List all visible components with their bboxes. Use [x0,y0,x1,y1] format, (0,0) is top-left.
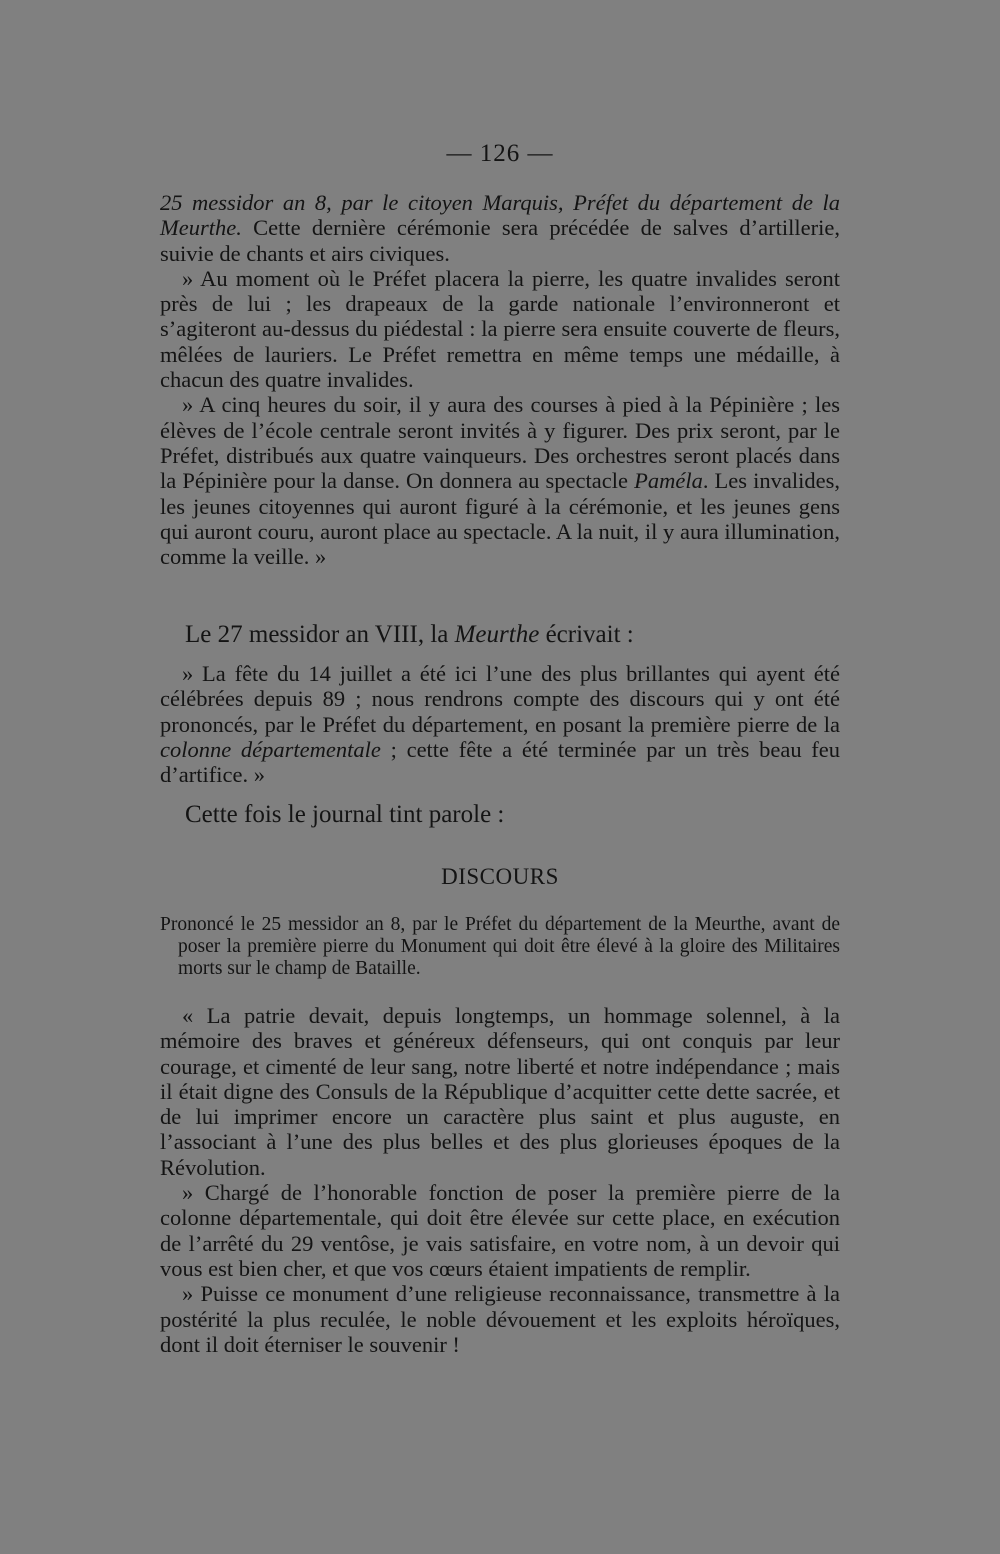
italic-term: colonne départementale [160,736,381,762]
paragraph: » A cinq heures du soir, il y aura des courses à pied à la Pépinière ; les élèves de l’école centrale seront invités à y figurer. Des prix seront, par le Préfet, distribués aux quatre vainqueurs. Des orchestres seront placés dans la Pépinière pour la danse. On donnera au spectacle Paméla. Les invalides, les jeunes citoyennes qui auront figuré à la cérémonie, et les jeunes gens qui auront couru, auront place au spectacle. A la nuit, il y aura illumination, comme la veille. » [160,392,840,570]
paragraph: » Puisse ce monument d’une religieuse reconnaissance, transmettre à la postérité la plus reculée, le noble dévouement et les exploits héroïques, dont il doit éterniser le souvenir ! [160,1281,840,1357]
italic-title: Paméla [634,468,703,494]
journal-quote [160,661,840,787]
intro-line: Le 27 messidor an VIII, la Meurthe écrivait : [185,621,634,648]
section-heading: DISCOURS [441,864,559,889]
page-number: — 126 — [446,140,554,167]
italic-lead: 25 messidor an 8, par le citoyen Marquis, Préfet du département de la Meurthe. [160,190,840,241]
paragraph: 25 messidor an 8, par le citoyen Marquis, Préfet du département de la Meurthe. Cette dernière cérémonie sera précédée de salves d’artillerie, suivie de chants et airs civiques. [160,190,840,266]
paragraph: » La fête du 14 juillet a été ici l’une des plus brillantes qui ayent été célébrées depuis 89 ; nous rendrons compte des discours qui y ont été prononcés, par le Préfet du département, en posant la première pierre de la colonne départementale ; cette fête a été terminée par un très beau feu d’artifice. » [160,661,841,788]
speech-text [160,1003,840,1357]
paragraph: » Au moment où le Préfet placera la pierre, les quatre invalides seront près de lui ; les drapeaux de la garde nationale l’environneront et s’agiteront au-dessus du piédestal : la pierre sera ensuite couverte de fleurs, mêlées de lauriers. Le Préfet remettra en même temps une médaille, à chacun des quatre invalides. [160,265,840,393]
intro-line-2: Cette fois le journal tint parole : [185,801,505,828]
italic-journal-name: Meurthe [454,621,540,648]
speech-caption: Prononcé le 25 messidor an 8, par le Préfet du département de la Meurthe, avant de poser la première pierre du Monument qui doit être élevé à la gloire des Militaires morts sur le champ de Bataille. [160,914,840,979]
paragraph: « La patrie devait, depuis longtemps, un hommage solennel, à la mémoire des braves et généreux défenseurs, qui ont conquis par leur courage, et cimenté de leur sang, notre liberté et notre indépendance ; mais il était digne des Consuls de la République d’acquitter cette dette sacrée, et de lui imprimer encore un caractère plus saint et plus auguste, en l’associant à l’une des plus belles et des plus glorieuses époques de la Révolution. [160,1003,840,1180]
quoted-program-text [160,190,840,569]
paragraph: » Chargé de l’honorable fonction de poser la première pierre de la colonne départementale, qui doit être élevée sur cette place, en exécution de l’arrêté du 29 ventôse, je vais satisfaire, en votre nom, à un devoir qui vous est bien cher, et que vos cœurs étaient impatients de remplir. [160,1180,840,1281]
